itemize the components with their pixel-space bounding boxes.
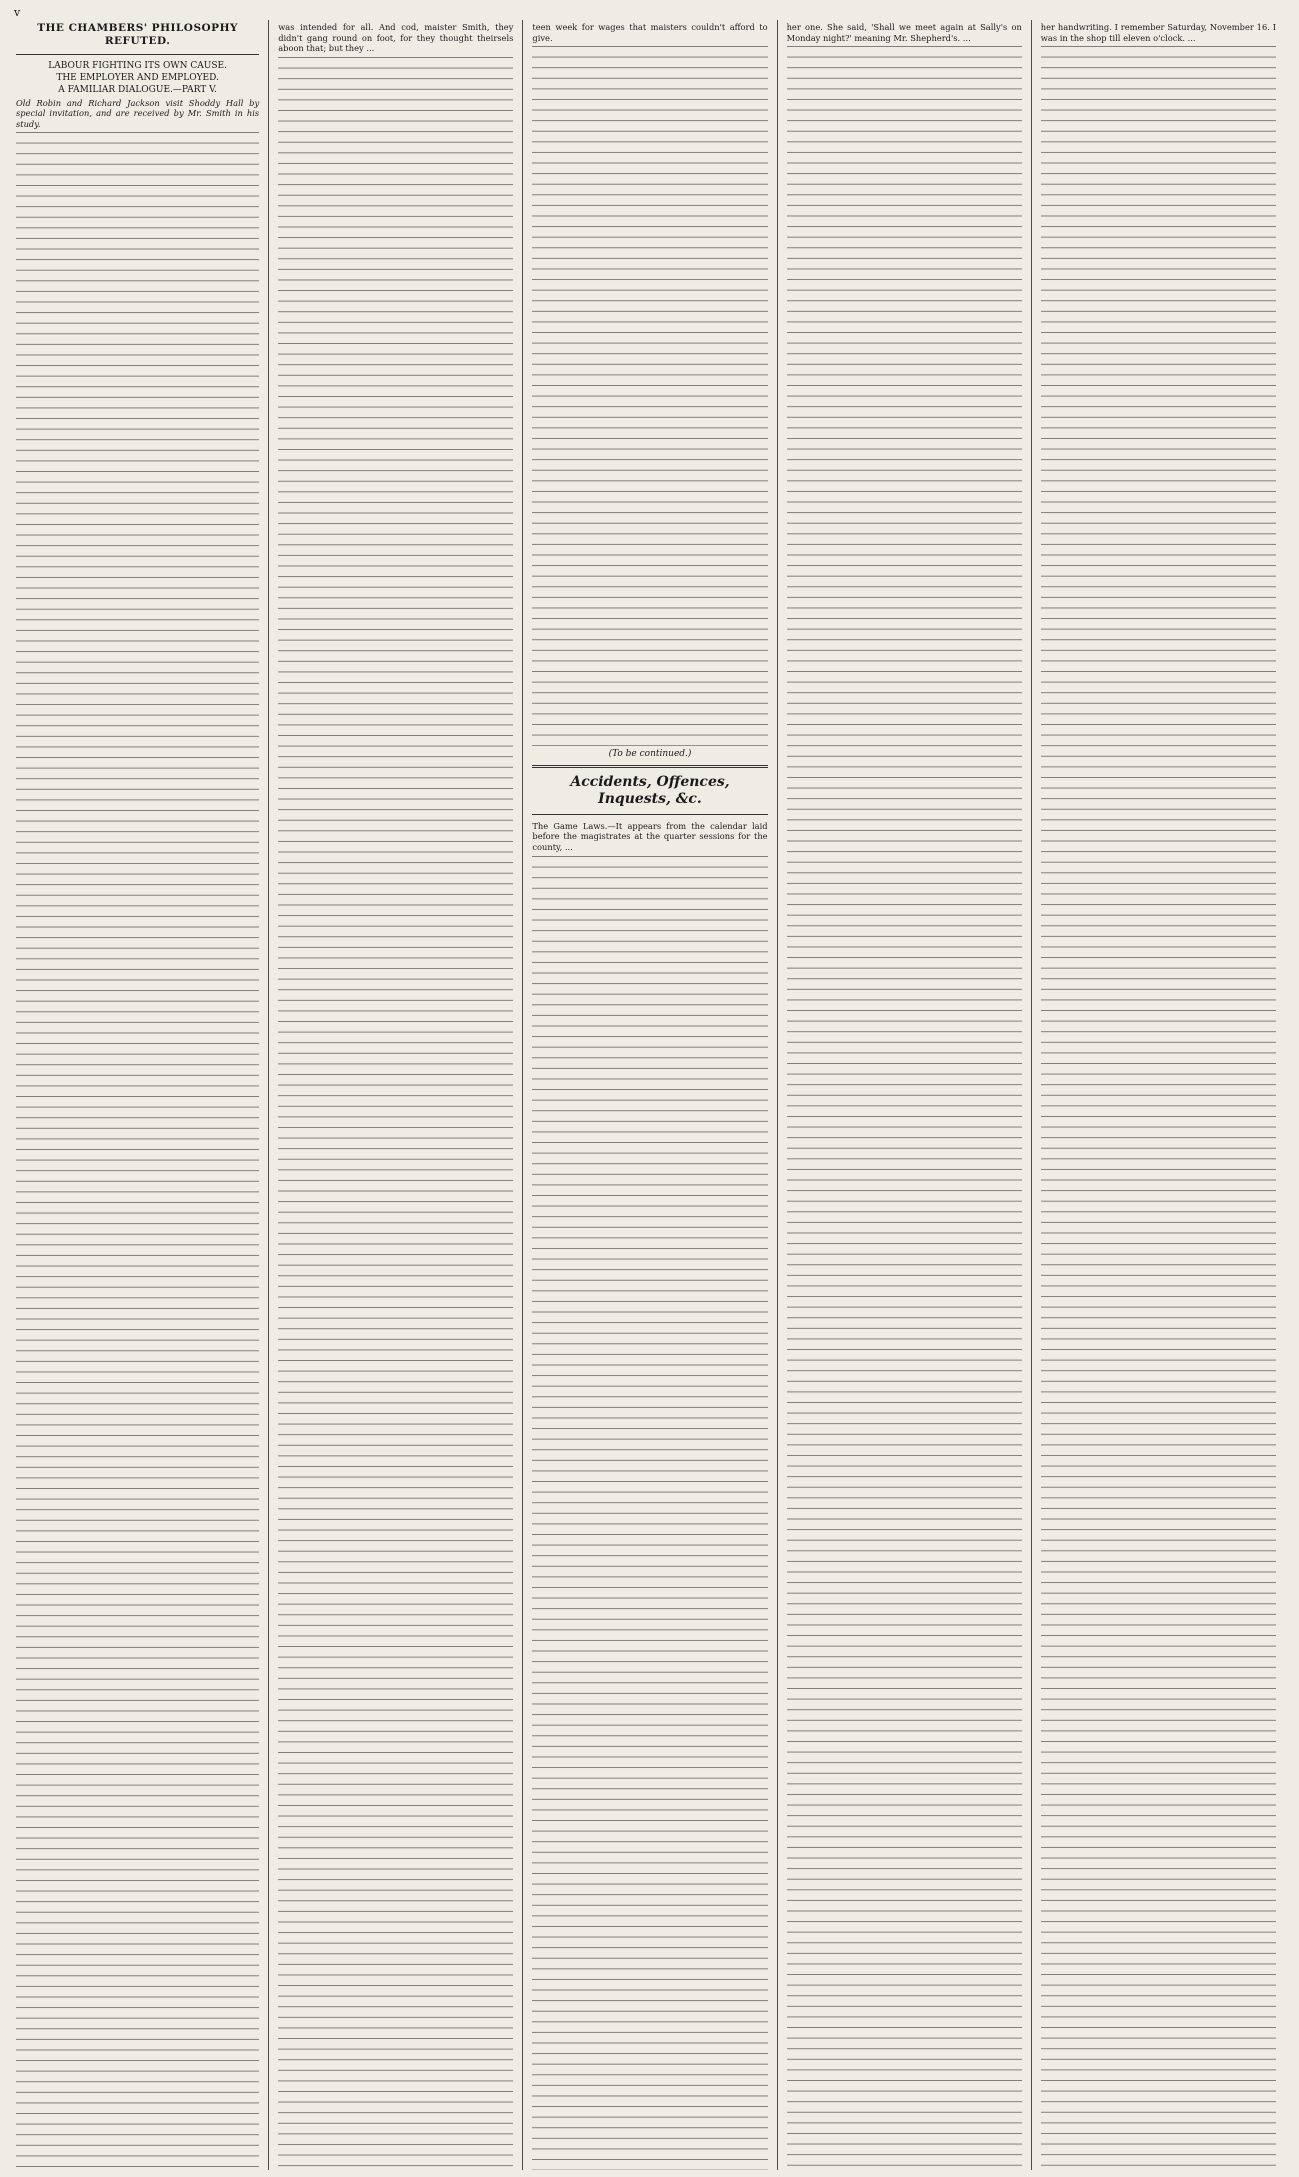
section-lead: The Game Laws.—It appears from the calendar laid before the magistrates at the quarter sessions for the county, ... — [532, 820, 768, 853]
column-lead: teen week for wages that maisters couldn't afford to give. — [532, 22, 768, 43]
column-grid — [14, 20, 1285, 2170]
running-head — [14, 6, 1285, 20]
divider — [532, 814, 767, 815]
to-be-continued: (To be continued.) — [608, 749, 692, 760]
section-divider — [532, 765, 767, 768]
column-2 — [268, 20, 522, 2170]
section-title: Accidents, Offences, Inquests, &c. — [570, 774, 730, 808]
article-subtitle: LABOUR FIGHTING ITS OWN CAUSE. — [48, 61, 227, 72]
corner-mark: v — [14, 6, 21, 19]
divider — [16, 54, 259, 55]
body-text-lines — [1041, 46, 1276, 2170]
column-1 — [14, 20, 268, 2170]
body-text-lines — [278, 57, 513, 2170]
column-lead: her handwriting. I remember Saturday, November 16. I was in the shop till eleven o'clock. ... — [1040, 22, 1276, 43]
article-subtitle-2: THE EMPLOYER AND EMPLOYED. — [56, 73, 219, 84]
body-text-lines — [787, 46, 1022, 2170]
column-5 — [1031, 20, 1285, 2170]
article-subtitle-3: A FAMILIAR DIALOGUE.—PART V. — [58, 84, 217, 95]
body-text-lines — [16, 132, 259, 2170]
body-text-lines — [532, 46, 767, 746]
article-title: THE CHAMBERS' PHILOSOPHY REFUTED. — [37, 22, 238, 48]
column-lead: her one. She said, 'Shall we meet again at Sally's on Monday night?' meaning Mr. Shepherd's. ... — [786, 22, 1022, 43]
column-3 — [522, 20, 776, 2170]
article-lead: Old Robin and Richard Jackson visit Shoddy Hall by special invitation, and are received by Mr. Smith in his study. — [16, 97, 260, 129]
body-text-lines — [532, 856, 767, 2170]
column-lead: was intended for all. And cod, maister Smith, they didn't gang round on foot, for they thought theirsels aboon that; but they ... — [278, 22, 514, 54]
column-4 — [777, 20, 1031, 2170]
